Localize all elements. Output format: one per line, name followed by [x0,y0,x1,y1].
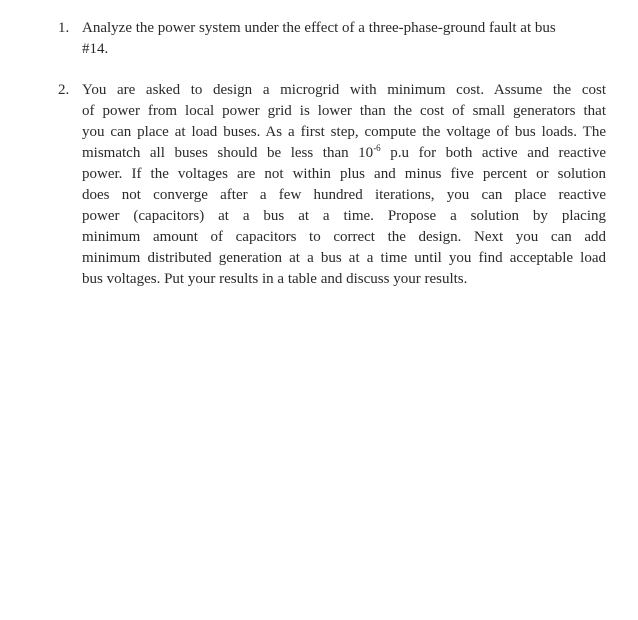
text-line: #14. [82,41,109,57]
text-line: minimum amount of capacitors to correct the design. Next you can add [82,229,606,245]
question-number: 1. [58,20,70,36]
text-line: of power from local power grid is lower than the cost of small generators that [82,103,606,119]
text-line: Analyze the power system under the effect of a three-phase-ground fault at bus [82,20,556,36]
text-line: you can place at load buses. As a first step, compute the voltage of bus loads. The [82,124,606,140]
question-number: 2. [58,82,70,98]
text-line: bus voltages. Put your results in a table and discuss your results. [82,271,468,287]
text-segment: mismatch all buses should be less than 10 [82,145,374,161]
text-line: You are asked to design a microgrid with minimum cost. Assume the cost [82,82,606,98]
text-line: power. If the voltages are not within plus and minus five percent or solution [82,166,606,182]
question-text [82,18,606,60]
text-line: power (capacitors) at a bus at a time. Propose a solution by placing [82,208,606,224]
text-segment: p.u for both active and reactive [380,145,606,161]
text-line-with-exponent [82,143,606,164]
question-text [82,80,606,290]
text-line: does not converge after a few hundred iterations, you can place reactive [82,187,606,203]
text-line: minimum distributed generation at a bus at a time until you find acceptable load [82,250,606,266]
exponent: -6 [373,143,381,153]
